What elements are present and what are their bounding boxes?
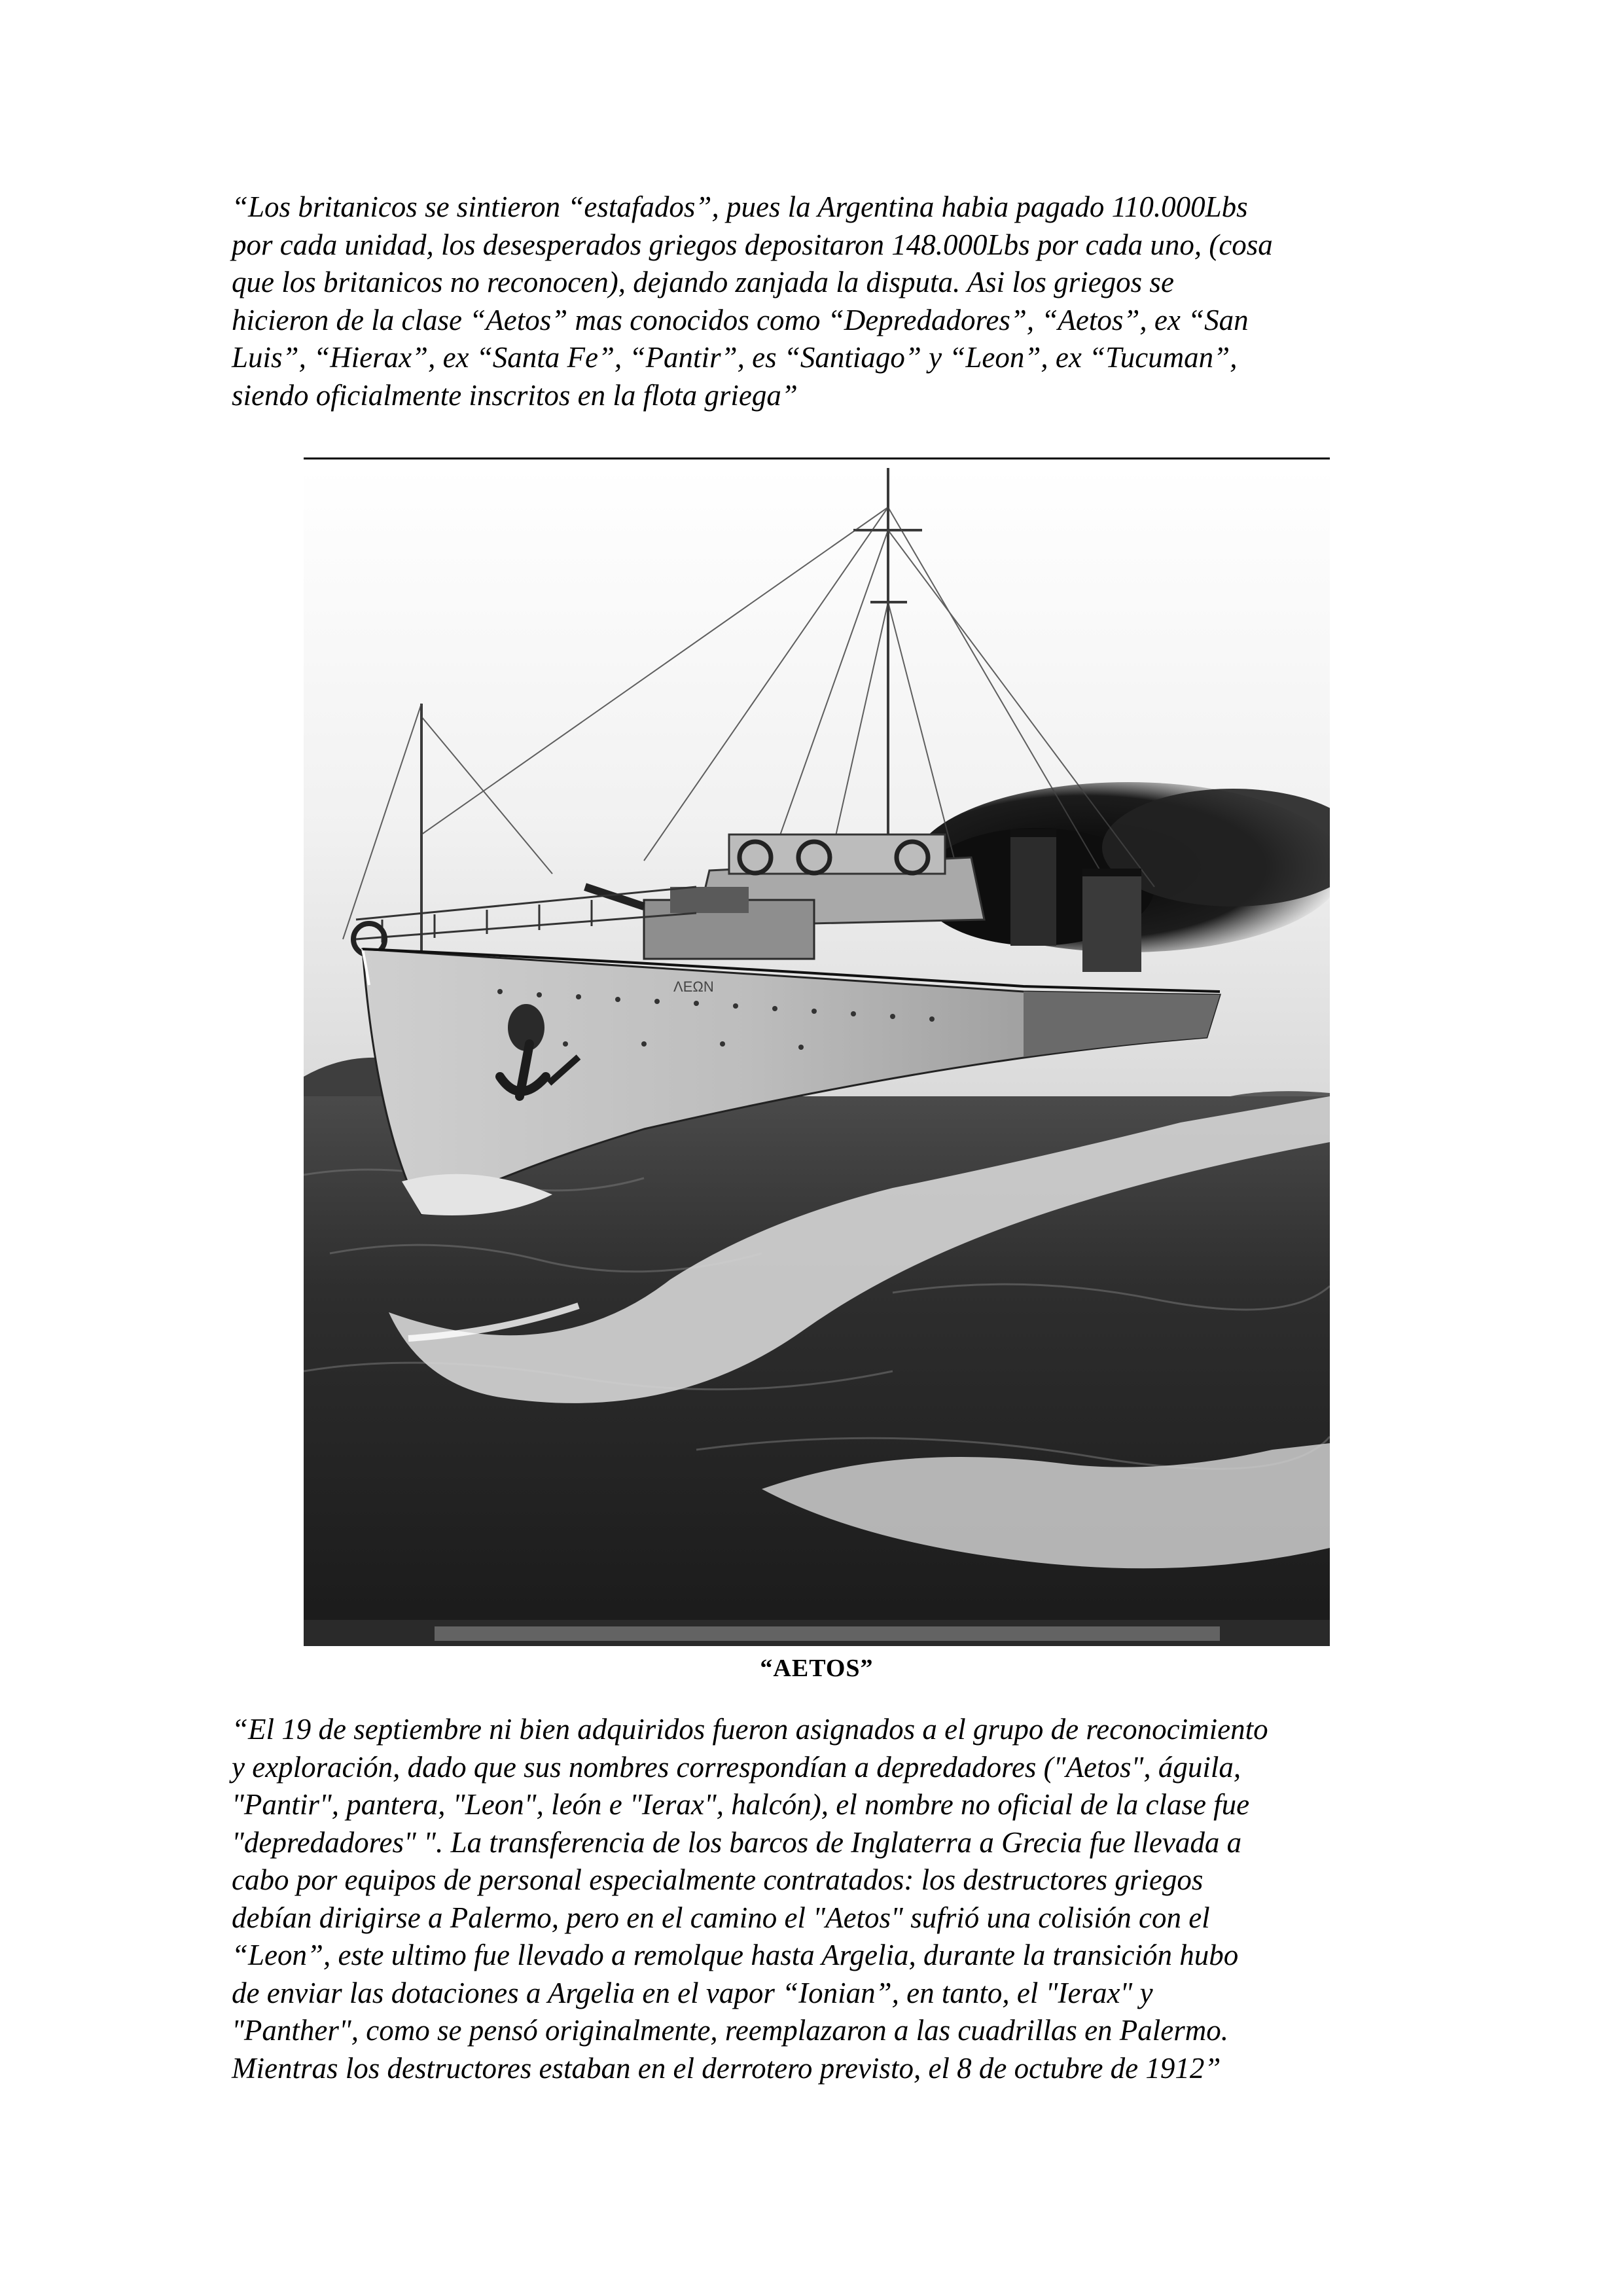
quote-paragraph-intro xyxy=(232,188,1403,414)
text-line: cabo por equipos de personal especialmente contratados: los destructores griegos xyxy=(232,1863,1204,1896)
text-line: "depredadores" ". La transferencia de los barcos de Inglaterra a Grecia fue llevada a xyxy=(232,1825,1242,1859)
text-line: "Panther", como se pensó originalmente, reemplazaron a las cuadrillas en Palermo. xyxy=(232,2014,1229,2047)
photo-caption: “AETOS” xyxy=(760,1655,874,1682)
text-line: y exploración, dado que sus nombres correspondían a depredadores ("Aetos", águila, xyxy=(232,1750,1241,1784)
text-line: Luis”, “Hierax”, ex “Santa Fe”, “Pantir”, es “Santiago” y “Leon”, ex “Tucuman”, xyxy=(232,341,1238,374)
text-line: hicieron de la clase “Aetos” mas conocidos como “Depredadores”, “Aetos”, ex “San xyxy=(232,303,1249,336)
text-line: debían dirigirse a Palermo, pero en el camino el "Aetos" sufrió una colisión con el xyxy=(232,1901,1210,1934)
destroyer-illustration xyxy=(304,468,1330,1646)
text-line: por cada unidad, los desesperados griegos depositaron 148.000Lbs por cada uno, (cosa xyxy=(232,228,1273,261)
hull-marking: ΛΕΩΝ xyxy=(673,978,714,995)
text-line: de enviar las dotaciones a Argelia en el vapor “Ionian”, en tanto, el "Ierax" y xyxy=(232,1976,1153,2009)
text-line: “Leon”, este ultimo fue llevado a remolque hasta Argelia, durante la transición hubo xyxy=(232,1939,1239,1971)
text-line: siendo oficialmente inscritos en la flota griega” xyxy=(232,378,798,412)
text-line: que los britanicos no reconocen), dejando zanjada la disputa. Asi los griegos se xyxy=(232,266,1174,298)
text-line: Mientras los destructores estaban en el derrotero previsto, el 8 de octubre de 1912” xyxy=(232,2051,1221,2085)
destroyer-photo xyxy=(304,468,1330,1646)
quote-paragraph-history xyxy=(232,1711,1403,2087)
text-line: "Pantir", pantera, "Leon", león e "Ierax", halcón), el nombre no oficial de la clase fue xyxy=(232,1788,1250,1821)
text-line: “El 19 de septiembre ni bien adquiridos fueron asignados a el grupo de reconocimiento xyxy=(232,1713,1268,1746)
text-line: “Los britanicos se sintieron “estafados”, pues la Argentina habia pagado 110.000Lbs xyxy=(232,190,1248,223)
horizontal-rule xyxy=(304,457,1330,459)
